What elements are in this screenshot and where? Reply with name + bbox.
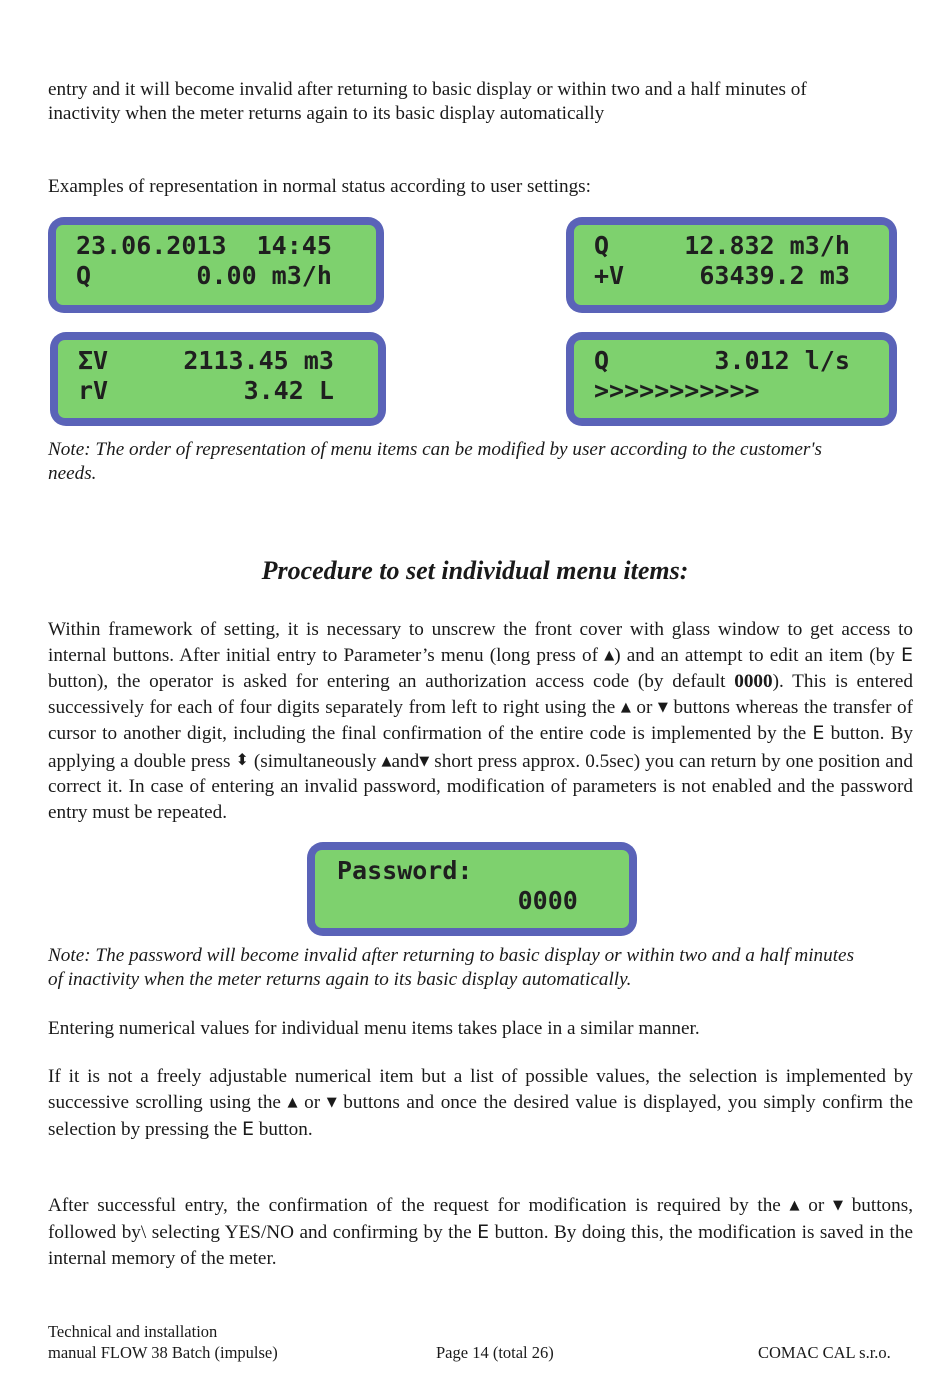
note-line-2: needs.: [48, 463, 97, 484]
default-code: 0000: [734, 670, 773, 692]
lcd-display-flow-volume: [566, 217, 897, 313]
down-arrow-icon: ▼: [657, 699, 668, 715]
lcd-display-datetime: [48, 217, 384, 313]
lcd-line: +V 63439.2 m3: [594, 261, 850, 290]
intro-line-2: inactivity when the meter returns again to its basic display automatically: [48, 103, 605, 124]
lcd-line: rV 3.42 L: [78, 376, 334, 405]
lcd-display-totals: [50, 332, 386, 426]
e-button-icon: E: [477, 1221, 490, 1243]
note-line-1: Note: The password will become invalid after returning to basic display or within two and a half minutes: [48, 945, 855, 966]
confirmation-paragraph: After successful entry, the confirmation of the request for modification is required by the ▲ or ▼ buttons, followed by\ selecting YES/NO and confirming by the E button. By doing this, the modification is saved in the internal memory of the meter.: [48, 1195, 914, 1269]
intro-line-1: entry and it will become invalid after returning to basic display or within two and a half minutes of: [48, 79, 807, 100]
footer-line-2: manual FLOW 38 Batch (impulse): [48, 1343, 278, 1362]
footer-page-number: Page 14 (total 26): [436, 1343, 554, 1362]
e-button-icon: E: [812, 721, 825, 744]
up-arrow-icon: ▲: [381, 753, 392, 769]
up-arrow-icon: ▲: [287, 1095, 298, 1110]
up-arrow-icon: ▲: [620, 699, 631, 715]
note-password-invalid: [48, 944, 913, 992]
e-button-icon: E: [241, 1118, 254, 1140]
lcd-display-password: [307, 842, 637, 936]
down-arrow-icon: ▼: [419, 753, 430, 769]
note-line-2: of inactivity when the meter returns again to its basic display automatically.: [48, 969, 632, 990]
examples-label: Examples of representation in normal status according to user settings:: [48, 176, 591, 197]
footer-line-1: Technical and installation: [48, 1322, 218, 1341]
note-menu-order: [48, 438, 913, 486]
procedure-paragraph: Within framework of setting, it is necessary to unscrew the front cover with glass window to get access to internal buttons. After initial entry to Parameter’s menu (long press of ▲) and an attempt to edit an item (by E button), the operator is asked for entering an authorization access code (by default 0000). This is entered successively for each of four digits separately from left to right using the ▲ or ▼ buttons whereas the transfer of cursor to another digit, including the final confirmation of the entire code is implemented by the E button. By applying a double press ⬍ (simultaneously ▲and▼ short press approx. 0.5sec) you can return by one position and correct it. In case of entering an invalid password, modification of parameters is not enabled and the password entry must be repeated.: [48, 619, 913, 824]
lcd-line: Password:: [337, 856, 473, 885]
lcd-display-flow-progress: [566, 332, 897, 426]
up-arrow-icon: ▲: [604, 647, 615, 663]
numeric-values-paragraph: Entering numerical values for individual menu items takes place in a similar manner.: [48, 1018, 700, 1039]
footer-manual-title: [48, 1321, 278, 1363]
section-heading: Procedure to set individual menu items:: [261, 556, 689, 585]
lcd-line: Q 0.00 m3/h: [76, 261, 332, 290]
up-arrow-icon: ▲: [789, 1198, 800, 1213]
down-arrow-icon: ▼: [326, 1095, 337, 1110]
lcd-line: >>>>>>>>>>>: [594, 376, 760, 405]
footer-company: COMAC CAL s.r.o.: [758, 1343, 891, 1362]
lcd-line: Q 12.832 m3/h: [594, 231, 850, 260]
note-line-1: Note: The order of representation of menu items can be modified by user according to the customer's: [48, 439, 822, 460]
lcd-line: 23.06.2013 14:45: [76, 231, 332, 260]
up-down-arrow-icon: ⬍: [235, 749, 249, 769]
lcd-line: ΣV 2113.45 m3: [78, 346, 334, 375]
lcd-line: Q 3.012 l/s: [594, 346, 850, 375]
e-button-icon: E: [900, 643, 913, 666]
list-values-paragraph: If it is not a freely adjustable numerical item but a list of possible values, the selection is implemented by successive scrolling using the ▲ or ▼ buttons and once the desired value is displayed, you simply confirm the selection by pressing the E button.: [48, 1066, 913, 1140]
down-arrow-icon: ▼: [832, 1198, 843, 1213]
lcd-line: 0000: [337, 886, 578, 915]
intro-paragraph: [48, 78, 913, 126]
